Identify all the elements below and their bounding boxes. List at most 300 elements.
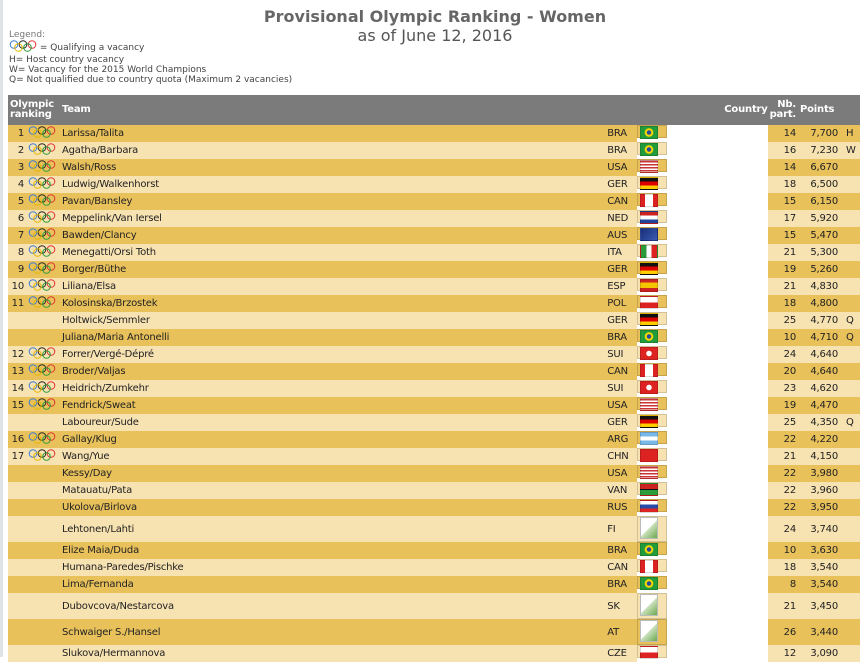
nb-participations: 26 bbox=[768, 619, 798, 645]
nb-participations: 16 bbox=[768, 142, 798, 159]
table-row bbox=[8, 193, 860, 210]
note bbox=[840, 244, 860, 261]
flag-ger-icon bbox=[640, 313, 658, 326]
team: Schwaiger S./Hansel bbox=[60, 619, 605, 645]
team: Walsh/Ross bbox=[60, 159, 605, 176]
note: Q bbox=[840, 329, 860, 346]
rings-cell bbox=[26, 176, 60, 193]
rings-cell bbox=[26, 448, 60, 465]
flag-cell bbox=[637, 397, 667, 410]
olympic-rings-icon bbox=[9, 40, 37, 55]
country: GER bbox=[605, 312, 637, 329]
flag-can-icon bbox=[640, 560, 658, 573]
note bbox=[840, 542, 860, 559]
nb-participations: 25 bbox=[768, 312, 798, 329]
flag-cell bbox=[637, 346, 667, 359]
nb-participations: 15 bbox=[768, 227, 798, 244]
flag-ned-icon bbox=[640, 211, 658, 224]
rank bbox=[8, 312, 26, 329]
flag-can-icon bbox=[640, 364, 658, 377]
flag-esp-icon bbox=[640, 279, 658, 292]
olympic-rings-icon bbox=[28, 228, 56, 243]
country: AUS bbox=[605, 227, 637, 244]
note bbox=[840, 559, 860, 576]
olympic-rings-icon bbox=[28, 262, 56, 277]
table-row bbox=[8, 559, 860, 576]
points: 3,540 bbox=[798, 559, 840, 576]
note bbox=[840, 261, 860, 278]
country: GER bbox=[605, 261, 637, 278]
note bbox=[840, 482, 860, 499]
points: 4,640 bbox=[798, 346, 840, 363]
col-country: Country bbox=[605, 95, 767, 125]
flag-cell bbox=[637, 559, 667, 572]
flag-cell bbox=[637, 176, 667, 189]
rings-cell bbox=[26, 329, 60, 346]
olympic-rings-icon bbox=[28, 432, 56, 447]
flag-cell bbox=[637, 210, 667, 223]
note bbox=[840, 397, 860, 414]
flag-aus-icon bbox=[640, 228, 658, 241]
legend-q: Q= Not qualified due to country quota (Maximum 2 vacancies) bbox=[9, 75, 293, 85]
team: Kolosinska/Brzostek bbox=[60, 295, 605, 312]
rings-cell bbox=[26, 261, 60, 278]
points: 4,710 bbox=[798, 329, 840, 346]
rings-cell bbox=[26, 346, 60, 363]
points: 4,770 bbox=[798, 312, 840, 329]
olympic-rings-icon bbox=[28, 245, 56, 260]
nb-participations: 17 bbox=[768, 210, 798, 227]
country: USA bbox=[605, 397, 637, 414]
col-points: Points bbox=[798, 95, 840, 125]
nb-participations: 19 bbox=[768, 261, 798, 278]
flag-bra-icon bbox=[640, 330, 658, 343]
table-row bbox=[8, 619, 860, 645]
country: USA bbox=[605, 159, 637, 176]
rings-cell bbox=[26, 278, 60, 295]
flag-ger-icon bbox=[640, 177, 658, 190]
flag-usa-icon bbox=[640, 466, 658, 479]
window-edge bbox=[0, 0, 3, 657]
olympic-rings-icon bbox=[28, 364, 56, 379]
flag-cell bbox=[637, 261, 667, 274]
rank bbox=[8, 619, 26, 645]
country: CHN bbox=[605, 448, 637, 465]
team: Fendrick/Sweat bbox=[60, 397, 605, 414]
legend-rings-text: = Qualifying a vacancy bbox=[39, 43, 145, 53]
country: GER bbox=[605, 414, 637, 431]
note bbox=[840, 380, 860, 397]
nb-participations: 22 bbox=[768, 482, 798, 499]
note bbox=[840, 499, 860, 516]
points: 5,260 bbox=[798, 261, 840, 278]
team: Wang/Yue bbox=[60, 448, 605, 465]
rings-cell bbox=[26, 363, 60, 380]
rings-cell bbox=[26, 295, 60, 312]
nb-participations: 8 bbox=[768, 576, 798, 593]
points: 5,920 bbox=[798, 210, 840, 227]
nb-participations: 24 bbox=[768, 346, 798, 363]
olympic-rings-icon bbox=[28, 194, 56, 209]
points: 4,830 bbox=[798, 278, 840, 295]
rank: 3 bbox=[8, 159, 26, 176]
table-row bbox=[8, 576, 860, 593]
olympic-rings-icon bbox=[28, 347, 56, 362]
team: Forrer/Vergé-Dépré bbox=[60, 346, 605, 363]
rank: 14 bbox=[8, 380, 26, 397]
rank: 12 bbox=[8, 346, 26, 363]
points: 4,470 bbox=[798, 397, 840, 414]
rank bbox=[8, 542, 26, 559]
rings-cell bbox=[26, 431, 60, 448]
table-row bbox=[8, 593, 860, 619]
rank bbox=[8, 482, 26, 499]
team: Laboureur/Sude bbox=[60, 414, 605, 431]
country: AT bbox=[605, 619, 637, 645]
table-row bbox=[8, 295, 860, 312]
col-note bbox=[840, 95, 860, 125]
points: 4,220 bbox=[798, 431, 840, 448]
flag-bra-icon bbox=[640, 543, 658, 556]
table-row bbox=[8, 261, 860, 278]
team: Pavan/Bansley bbox=[60, 193, 605, 210]
flag-bra-icon bbox=[640, 126, 658, 139]
rank: 16 bbox=[8, 431, 26, 448]
table-row bbox=[8, 227, 860, 244]
nb-participations: 22 bbox=[768, 431, 798, 448]
country: VAN bbox=[605, 482, 637, 499]
flag-cell bbox=[637, 329, 667, 342]
table-row bbox=[8, 448, 860, 465]
legend-h: H= Host country vacancy bbox=[9, 55, 125, 65]
team: Gallay/Klug bbox=[60, 431, 605, 448]
rank bbox=[8, 499, 26, 516]
flag-sui-icon bbox=[640, 381, 658, 394]
nb-participations: 15 bbox=[768, 193, 798, 210]
rank bbox=[8, 414, 26, 431]
flag-cell bbox=[637, 227, 667, 240]
country: BRA bbox=[605, 329, 637, 346]
country: BRA bbox=[605, 125, 637, 142]
nb-participations: 25 bbox=[768, 414, 798, 431]
rank bbox=[8, 465, 26, 482]
olympic-rings-icon bbox=[28, 160, 56, 175]
flag-cell bbox=[637, 295, 667, 308]
country: CZE bbox=[605, 645, 637, 662]
flag-ita-icon bbox=[640, 245, 658, 258]
flag-cell bbox=[637, 312, 667, 325]
note bbox=[840, 448, 860, 465]
team: Slukova/Hermannova bbox=[60, 645, 605, 662]
rank bbox=[8, 516, 26, 542]
olympic-rings-icon bbox=[28, 126, 56, 141]
points: 3,440 bbox=[798, 619, 840, 645]
nb-participations: 21 bbox=[768, 448, 798, 465]
nb-participations: 21 bbox=[768, 278, 798, 295]
nb-participations: 24 bbox=[768, 516, 798, 542]
rings-cell bbox=[26, 227, 60, 244]
olympic-rings-icon bbox=[28, 177, 56, 192]
flag-cell bbox=[637, 380, 667, 393]
team: Holtwick/Semmler bbox=[60, 312, 605, 329]
table-row bbox=[8, 278, 860, 295]
table-row bbox=[8, 346, 860, 363]
nb-participations: 22 bbox=[768, 465, 798, 482]
table-header bbox=[8, 95, 860, 125]
flag-bra-icon bbox=[640, 577, 658, 590]
rings-cell bbox=[26, 465, 60, 482]
rings-cell bbox=[26, 516, 60, 542]
rank: 17 bbox=[8, 448, 26, 465]
nb-participations: 18 bbox=[768, 176, 798, 193]
points: 3,540 bbox=[798, 576, 840, 593]
note bbox=[840, 576, 860, 593]
broken-image-icon bbox=[640, 620, 658, 642]
olympic-rings-icon bbox=[28, 211, 56, 226]
flag-cell bbox=[637, 465, 667, 478]
flag-cell bbox=[637, 619, 667, 645]
team: Ludwig/Walkenhorst bbox=[60, 176, 605, 193]
olympic-rings-icon bbox=[28, 296, 56, 311]
team: Juliana/Maria Antonelli bbox=[60, 329, 605, 346]
nb-participations: 10 bbox=[768, 329, 798, 346]
note: Q bbox=[840, 312, 860, 329]
team: Borger/Büthe bbox=[60, 261, 605, 278]
flag-bra-icon bbox=[640, 143, 658, 156]
team: Elize Maia/Duda bbox=[60, 542, 605, 559]
team: Humana-Paredes/Pischke bbox=[60, 559, 605, 576]
nb-participations: 23 bbox=[768, 380, 798, 397]
rank: 13 bbox=[8, 363, 26, 380]
legend-w: W= Vacancy for the 2015 World Champions bbox=[9, 65, 207, 75]
nb-participations: 14 bbox=[768, 125, 798, 142]
table-row bbox=[8, 542, 860, 559]
flag-rus-icon bbox=[640, 500, 658, 513]
note bbox=[840, 295, 860, 312]
table-row bbox=[8, 499, 860, 516]
team: Liliana/Elsa bbox=[60, 278, 605, 295]
rank: 15 bbox=[8, 397, 26, 414]
table-row bbox=[8, 312, 860, 329]
rank: 10 bbox=[8, 278, 26, 295]
note bbox=[840, 619, 860, 645]
rank: 11 bbox=[8, 295, 26, 312]
rings-cell bbox=[26, 193, 60, 210]
rings-cell bbox=[26, 125, 60, 142]
olympic-rings-icon bbox=[28, 279, 56, 294]
flag-cell bbox=[637, 542, 667, 555]
team: Menegatti/Orsi Toth bbox=[60, 244, 605, 261]
table-row bbox=[8, 176, 860, 193]
flag-cell bbox=[637, 448, 667, 461]
table-row bbox=[8, 482, 860, 499]
nb-participations: 21 bbox=[768, 244, 798, 261]
note bbox=[840, 645, 860, 662]
country: BRA bbox=[605, 542, 637, 559]
broken-image-icon bbox=[640, 594, 658, 616]
nb-participations: 18 bbox=[768, 559, 798, 576]
country: CAN bbox=[605, 559, 637, 576]
table-row bbox=[8, 465, 860, 482]
flag-chn-icon bbox=[640, 449, 658, 462]
points: 3,950 bbox=[798, 499, 840, 516]
points: 3,450 bbox=[798, 593, 840, 619]
nb-participations: 14 bbox=[768, 159, 798, 176]
note bbox=[840, 159, 860, 176]
rings-cell bbox=[26, 397, 60, 414]
rank: 1 bbox=[8, 125, 26, 142]
flag-sui-icon bbox=[640, 347, 658, 360]
note bbox=[840, 431, 860, 448]
flag-cell bbox=[637, 516, 667, 542]
country: CAN bbox=[605, 193, 637, 210]
points: 4,800 bbox=[798, 295, 840, 312]
rings-cell bbox=[26, 542, 60, 559]
olympic-rings-icon bbox=[28, 398, 56, 413]
note bbox=[840, 363, 860, 380]
rank: 2 bbox=[8, 142, 26, 159]
flag-cell bbox=[637, 159, 667, 172]
rings-cell bbox=[26, 499, 60, 516]
table-row bbox=[8, 431, 860, 448]
country: NED bbox=[605, 210, 637, 227]
country: CAN bbox=[605, 363, 637, 380]
table-row bbox=[8, 645, 860, 662]
rings-cell bbox=[26, 645, 60, 662]
table-row bbox=[8, 210, 860, 227]
country: BRA bbox=[605, 576, 637, 593]
nb-participations: 19 bbox=[768, 397, 798, 414]
note bbox=[840, 210, 860, 227]
flag-cell bbox=[637, 142, 667, 155]
rings-cell bbox=[26, 312, 60, 329]
table-row bbox=[8, 244, 860, 261]
table-row bbox=[8, 329, 860, 346]
flag-cell bbox=[637, 414, 667, 427]
country: ESP bbox=[605, 278, 637, 295]
rank bbox=[8, 576, 26, 593]
rings-cell bbox=[26, 619, 60, 645]
points: 3,630 bbox=[798, 542, 840, 559]
rank bbox=[8, 329, 26, 346]
table-row bbox=[8, 397, 860, 414]
team: Ukolova/Birlova bbox=[60, 499, 605, 516]
col-nb: Nb. part. bbox=[768, 95, 798, 125]
nb-participations: 21 bbox=[768, 593, 798, 619]
note: H bbox=[840, 125, 860, 142]
flag-cell bbox=[637, 576, 667, 589]
legend-label: Legend: bbox=[9, 30, 46, 40]
nb-participations: 18 bbox=[768, 295, 798, 312]
note: W bbox=[840, 142, 860, 159]
olympic-rings-icon bbox=[28, 381, 56, 396]
points: 3,090 bbox=[798, 645, 840, 662]
rings-cell bbox=[26, 593, 60, 619]
table-row bbox=[8, 516, 860, 542]
team: Bawden/Clancy bbox=[60, 227, 605, 244]
rank: 5 bbox=[8, 193, 26, 210]
points: 7,700 bbox=[798, 125, 840, 142]
flag-cell bbox=[637, 244, 667, 257]
rank: 6 bbox=[8, 210, 26, 227]
rings-cell bbox=[26, 576, 60, 593]
team: Dubovcova/Nestarcova bbox=[60, 593, 605, 619]
rank: 9 bbox=[8, 261, 26, 278]
country: POL bbox=[605, 295, 637, 312]
flag-cell bbox=[637, 363, 667, 376]
country: SUI bbox=[605, 346, 637, 363]
table-row bbox=[8, 159, 860, 176]
points: 4,640 bbox=[798, 363, 840, 380]
table-row bbox=[8, 414, 860, 431]
points: 4,150 bbox=[798, 448, 840, 465]
note bbox=[840, 465, 860, 482]
flag-cell bbox=[637, 499, 667, 512]
flag-cze-icon bbox=[640, 646, 658, 659]
legend bbox=[9, 30, 292, 85]
rank: 7 bbox=[8, 227, 26, 244]
points: 4,350 bbox=[798, 414, 840, 431]
note bbox=[840, 176, 860, 193]
flag-cell bbox=[637, 125, 667, 138]
team: Heidrich/Zumkehr bbox=[60, 380, 605, 397]
country: ITA bbox=[605, 244, 637, 261]
flag-cell bbox=[637, 593, 667, 619]
flag-ger-icon bbox=[640, 262, 658, 275]
table-row bbox=[8, 380, 860, 397]
team: Meppelink/Van Iersel bbox=[60, 210, 605, 227]
team: Agatha/Barbara bbox=[60, 142, 605, 159]
flag-cell bbox=[637, 482, 667, 495]
points: 3,740 bbox=[798, 516, 840, 542]
rings-cell bbox=[26, 414, 60, 431]
points: 6,500 bbox=[798, 176, 840, 193]
rings-cell bbox=[26, 244, 60, 261]
nb-participations: 12 bbox=[768, 645, 798, 662]
rank bbox=[8, 559, 26, 576]
rings-cell bbox=[26, 380, 60, 397]
rank bbox=[8, 645, 26, 662]
rank: 4 bbox=[8, 176, 26, 193]
rings-cell bbox=[26, 142, 60, 159]
team: Lima/Fernanda bbox=[60, 576, 605, 593]
points: 6,670 bbox=[798, 159, 840, 176]
rings-cell bbox=[26, 482, 60, 499]
flag-cell bbox=[637, 431, 667, 444]
nb-participations: 20 bbox=[768, 363, 798, 380]
team: Larissa/Talita bbox=[60, 125, 605, 142]
country: SUI bbox=[605, 380, 637, 397]
note: Q bbox=[840, 414, 860, 431]
nb-participations: 10 bbox=[768, 542, 798, 559]
points: 7,230 bbox=[798, 142, 840, 159]
ranking-table bbox=[8, 95, 860, 662]
col-rank: Olympic ranking bbox=[8, 95, 60, 125]
page-title: Provisional Olympic Ranking - Women bbox=[263, 7, 607, 26]
points: 5,470 bbox=[798, 227, 840, 244]
note bbox=[840, 593, 860, 619]
nb-participations: 22 bbox=[768, 499, 798, 516]
country: RUS bbox=[605, 499, 637, 516]
flag-usa-icon bbox=[640, 160, 658, 173]
flag-usa-icon bbox=[640, 398, 658, 411]
points: 4,620 bbox=[798, 380, 840, 397]
flag-van-icon bbox=[640, 483, 658, 496]
flag-ger-icon bbox=[640, 415, 658, 428]
team: Matauatu/Pata bbox=[60, 482, 605, 499]
country: BRA bbox=[605, 142, 637, 159]
flag-arg-icon bbox=[640, 432, 658, 445]
